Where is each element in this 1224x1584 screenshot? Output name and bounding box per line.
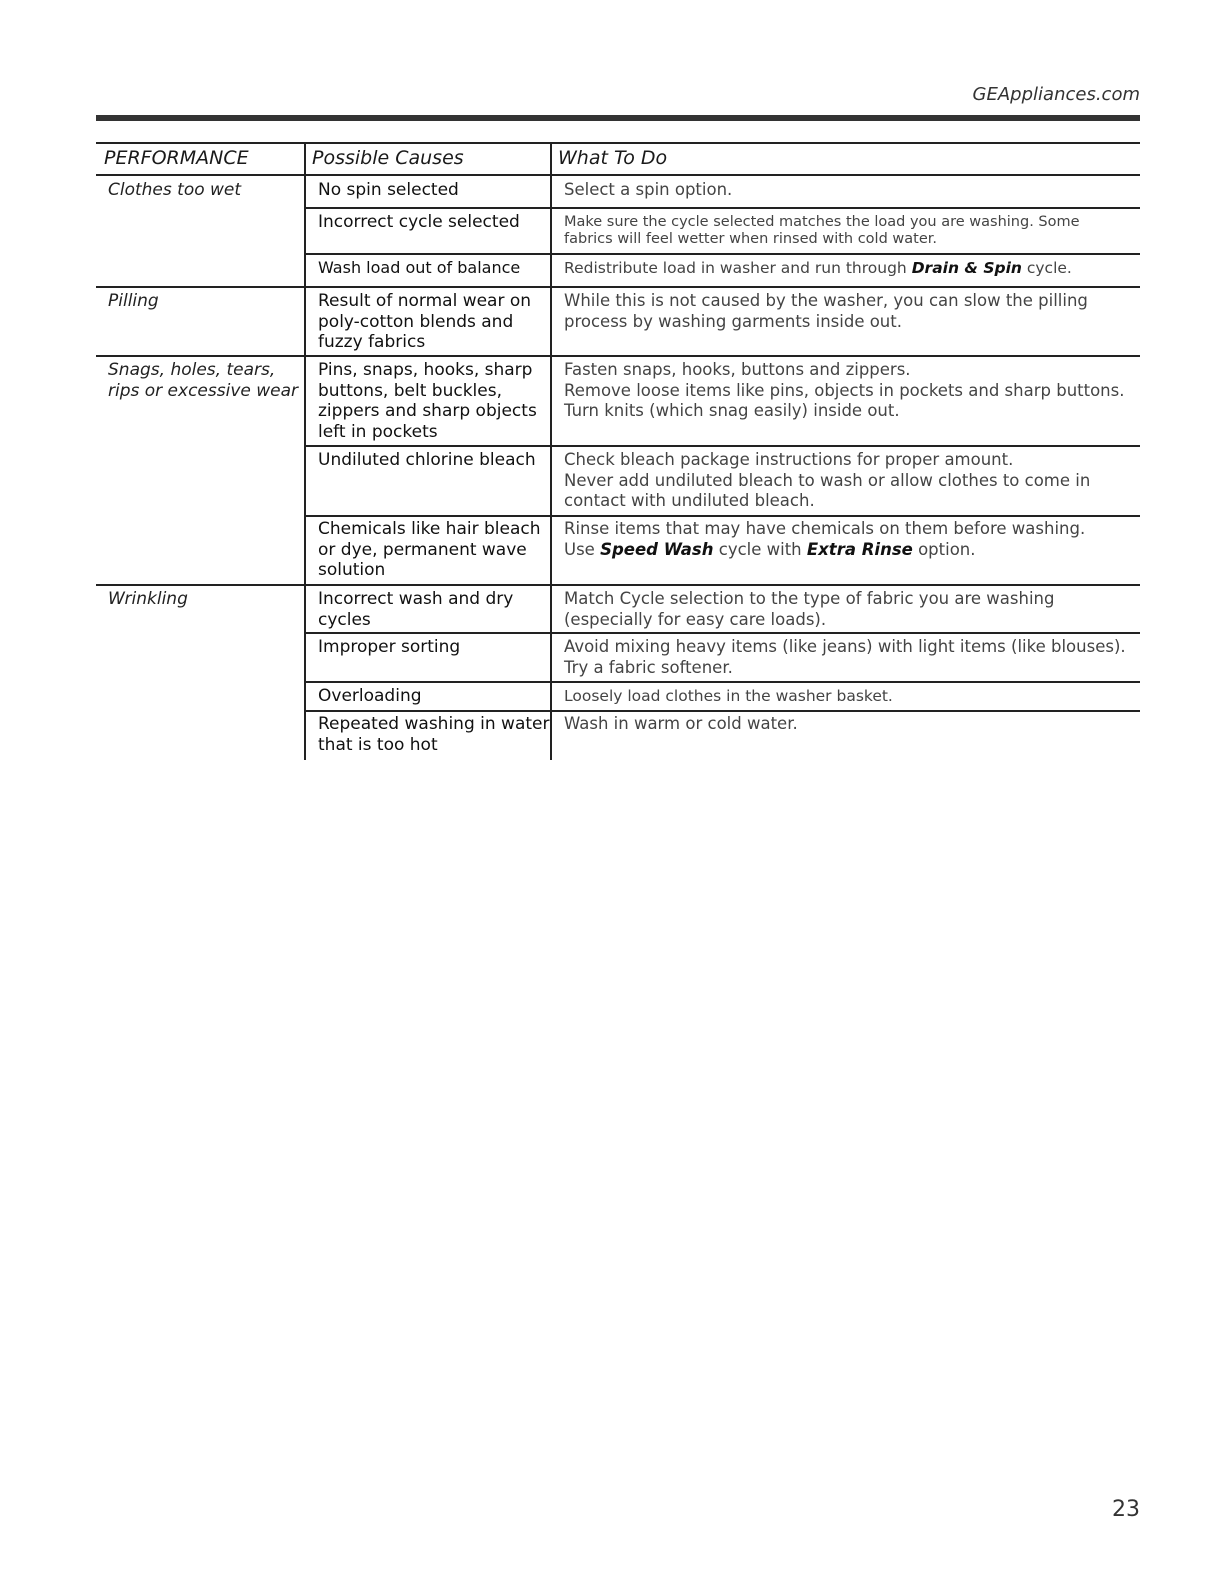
symptom-snags: Snags, holes, tears, rips or excessive wear <box>108 360 299 401</box>
causes-heading: Possible Causes <box>312 147 464 169</box>
site-url: GEAppliances.com <box>972 84 1140 105</box>
symptom-clothes-too-wet: Clothes too wet <box>108 180 242 200</box>
cause-normal-wear: Result of normal wear on poly-cotton blends and fuzzy fabrics <box>318 291 532 352</box>
group-divider <box>96 355 1140 357</box>
row-divider <box>304 710 1140 712</box>
extra-rinse-option-name: Extra Rinse <box>806 539 913 559</box>
cause-chlorine-bleach: Undiluted chlorine bleach <box>318 450 536 470</box>
header-rule <box>96 115 1140 121</box>
row-divider <box>304 207 1140 209</box>
row-divider <box>304 253 1140 255</box>
performance-heading: PERFORMANCE <box>104 147 249 169</box>
fix-water-too-hot: Wash in warm or cold water. <box>564 714 798 733</box>
fix-chemicals: Rinse items that may have chemicals on them before washing. Use Speed Wash cycle with Extra Rinse option. <box>564 519 1086 559</box>
column-divider <box>304 142 306 760</box>
group-divider <box>96 584 1140 586</box>
cause-sharp-objects: Pins, snaps, hooks, sharp buttons, belt buckles, zippers and sharp objects left in pockets <box>318 360 537 442</box>
fix-improper-sorting: Avoid mixing heavy items (like jeans) with light items (like blouses). Try a fabric softener. <box>564 637 1126 677</box>
row-divider <box>304 681 1140 683</box>
row-divider <box>304 632 1140 634</box>
cause-out-of-balance: Wash load out of balance <box>318 258 521 277</box>
symptom-wrinkling: Wrinkling <box>108 589 188 609</box>
fix-out-of-balance: Redistribute load in washer and run through Drain & Spin cycle. <box>564 259 1072 277</box>
group-divider <box>96 286 1140 288</box>
fix-incorrect-wash-dry: Match Cycle selection to the type of fabric you are washing (especially for easy care loads). <box>564 589 1055 629</box>
column-divider <box>550 142 552 760</box>
fix-no-spin: Select a spin option. <box>564 180 733 199</box>
fix-pilling: While this is not caused by the washer, you can slow the pilling process by washing garments inside out. <box>564 291 1088 331</box>
fix-chlorine-bleach: Check bleach package instructions for proper amount. Never add undiluted bleach to wash or allow clothes to come in contact with undiluted bleach. <box>564 450 1091 510</box>
row-divider <box>304 445 1140 447</box>
cause-incorrect-cycle: Incorrect cycle selected <box>318 212 520 232</box>
fix-sharp-objects: Fasten snaps, hooks, buttons and zippers. Remove loose items like pins, objects in pockets and sharp buttons. Turn knits (which snag easily) inside out. <box>564 360 1125 420</box>
drain-spin-cycle-name: Drain & Spin <box>911 259 1022 277</box>
cause-incorrect-wash-dry: Incorrect wash and dry cycles <box>318 589 514 630</box>
what-to-do-heading: What To Do <box>558 147 668 169</box>
cause-overloading: Overloading <box>318 686 422 706</box>
fix-incorrect-cycle: Make sure the cycle selected matches the load you are washing. Some fabrics will feel wetter when rinsed with cold water. <box>564 214 1080 247</box>
page-number: 23 <box>1112 1497 1140 1522</box>
table-header <box>96 142 1140 176</box>
speed-wash-cycle-name: Speed Wash <box>600 539 714 559</box>
cause-no-spin: No spin selected <box>318 180 459 200</box>
cause-water-too-hot: Repeated washing in water that is too hot <box>318 714 550 755</box>
fix-overloading: Loosely load clothes in the washer basket. <box>564 687 893 705</box>
symptom-pilling: Pilling <box>108 291 159 311</box>
cause-improper-sorting: Improper sorting <box>318 637 461 657</box>
cause-chemicals: Chemicals like hair bleach or dye, permanent wave solution <box>318 519 541 580</box>
row-divider <box>304 515 1140 517</box>
